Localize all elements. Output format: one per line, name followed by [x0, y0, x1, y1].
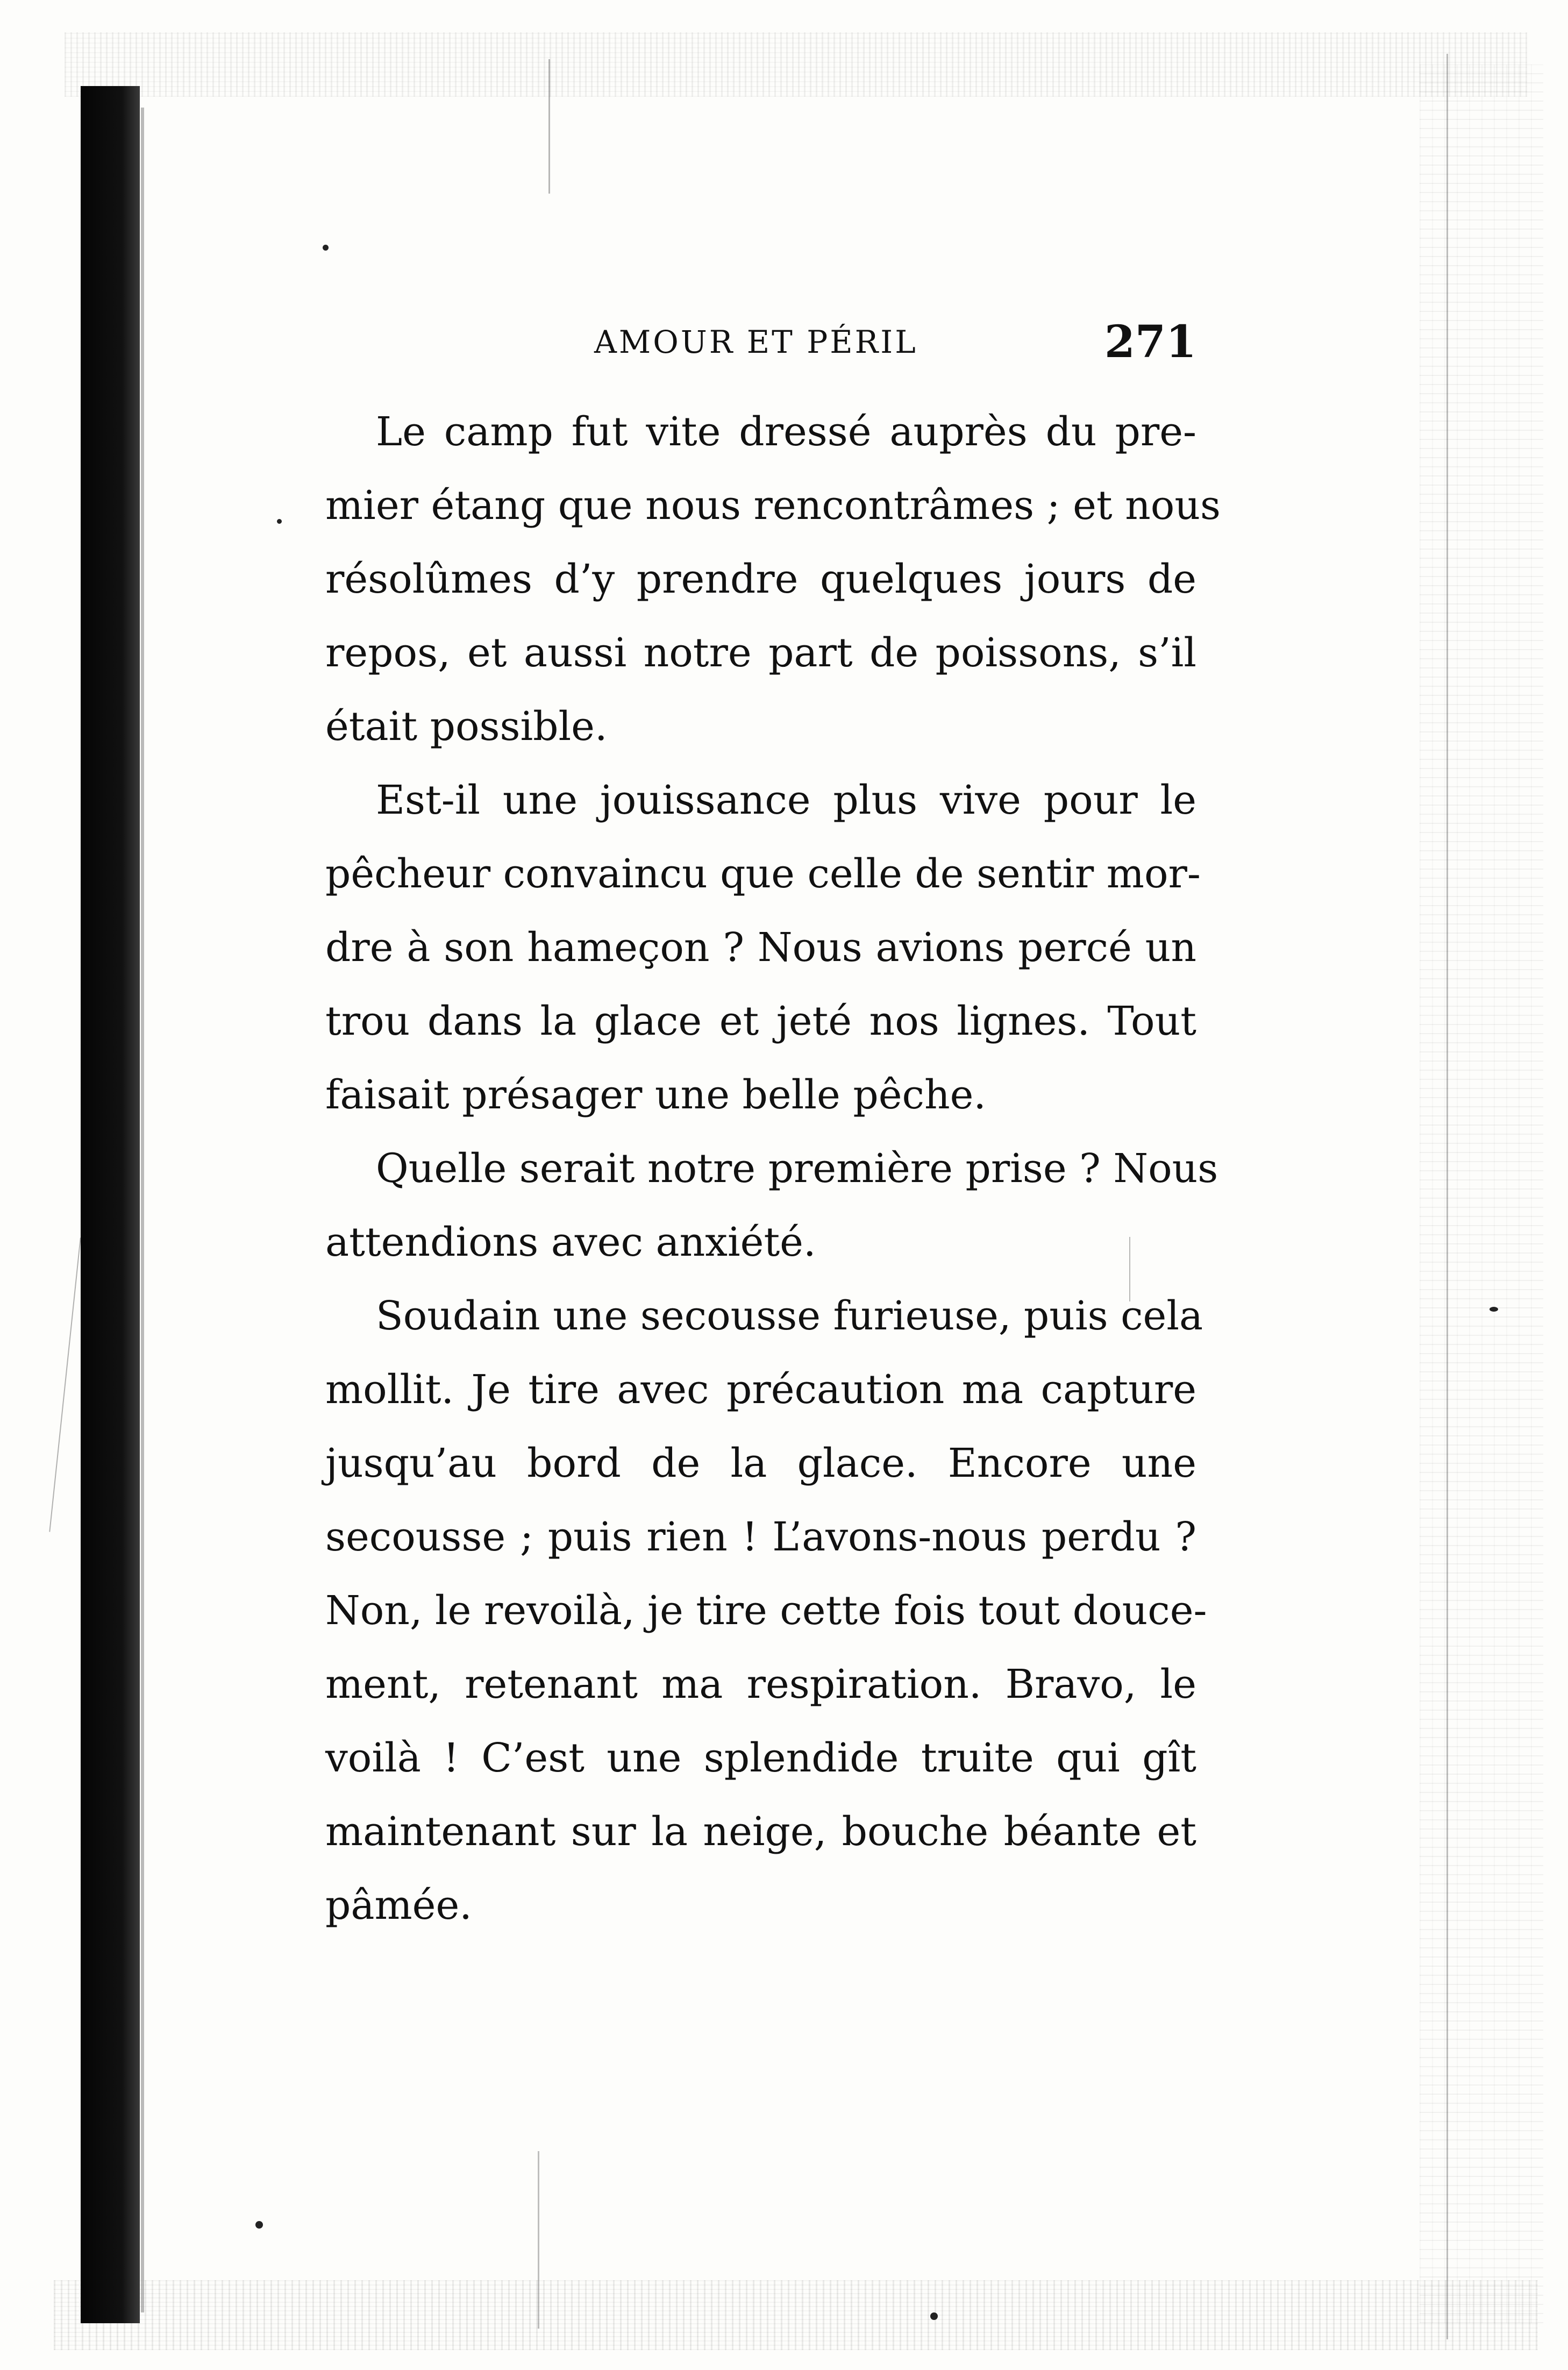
body-text: [325, 395, 1221, 1942]
page-number: 271: [1104, 316, 1196, 368]
running-header: [325, 317, 1196, 366]
text-line: Le camp fut vite dressé auprès du pre-: [376, 409, 1196, 455]
text-line: Quelle serait notre première prise ? Nous: [376, 1145, 1218, 1192]
text-line: Est-il une jouissance plus vive pour le: [376, 777, 1196, 823]
paragraph: [325, 1132, 1218, 1279]
text-line: Soudain une secousse furieuse, puis cela: [376, 1293, 1203, 1339]
text-line: secousse ; puis rien ! L’avons-nous perdu ?: [325, 1514, 1196, 1560]
scan-noise-right: [1420, 65, 1543, 2323]
text-line: pâmée.: [325, 1882, 472, 1928]
page-right-edge: [1446, 54, 1448, 2339]
scan-artifact-line: [538, 2151, 539, 2329]
text-line: ment, retenant ma respiration. Bravo, le: [325, 1661, 1196, 1707]
paragraph: [325, 395, 1221, 764]
text-line: attendions avec anxiété.: [325, 1219, 816, 1265]
text-line: trou dans la glace et jeté nos lignes. Tout: [325, 998, 1196, 1044]
binding-edge-line: [141, 108, 144, 2312]
text-line: faisait présager une belle pêche.: [325, 1072, 986, 1118]
running-title: AMOUR ET PÉRIL: [594, 324, 918, 360]
text-line: maintenant sur la neige, bouche béante et: [325, 1809, 1196, 1855]
text-line: mier étang que nous rencontrâmes ; et nous: [325, 482, 1221, 529]
text-line: repos, et aussi notre part de poissons, s’il: [325, 630, 1196, 676]
scan-noise-bottom: [54, 2280, 1538, 2350]
text-line: était possible.: [325, 703, 608, 750]
binding-shadow: [81, 86, 140, 2323]
scan-speck: [1489, 1307, 1498, 1312]
text-line: pêcheur convaincu que celle de sentir mor-: [325, 851, 1201, 897]
text-line: Non, le revoilà, je tire cette fois tout douce-: [325, 1588, 1207, 1634]
text-line: résolûmes d’y prendre quelques jours de: [325, 556, 1196, 602]
paragraph: [325, 1279, 1207, 1942]
text-line: jusqu’au bord de la glace. Encore une: [325, 1440, 1196, 1486]
scan-speck: [277, 519, 282, 524]
scan-speck: [930, 2312, 938, 2320]
text-line: mollit. Je tire avec précaution ma capture: [325, 1367, 1196, 1413]
scan-speck: [323, 245, 329, 251]
paragraph: [325, 764, 1201, 1132]
scan-speck: [255, 2221, 263, 2229]
text-line: dre à son hameçon ? Nous avions percé un: [325, 924, 1196, 971]
scan-artifact-line: [49, 1237, 81, 1532]
scan-artifact-line: [548, 59, 550, 194]
scan-noise-top: [65, 32, 1527, 97]
text-line: voilà ! C’est une splendide truite qui gît: [325, 1735, 1196, 1781]
